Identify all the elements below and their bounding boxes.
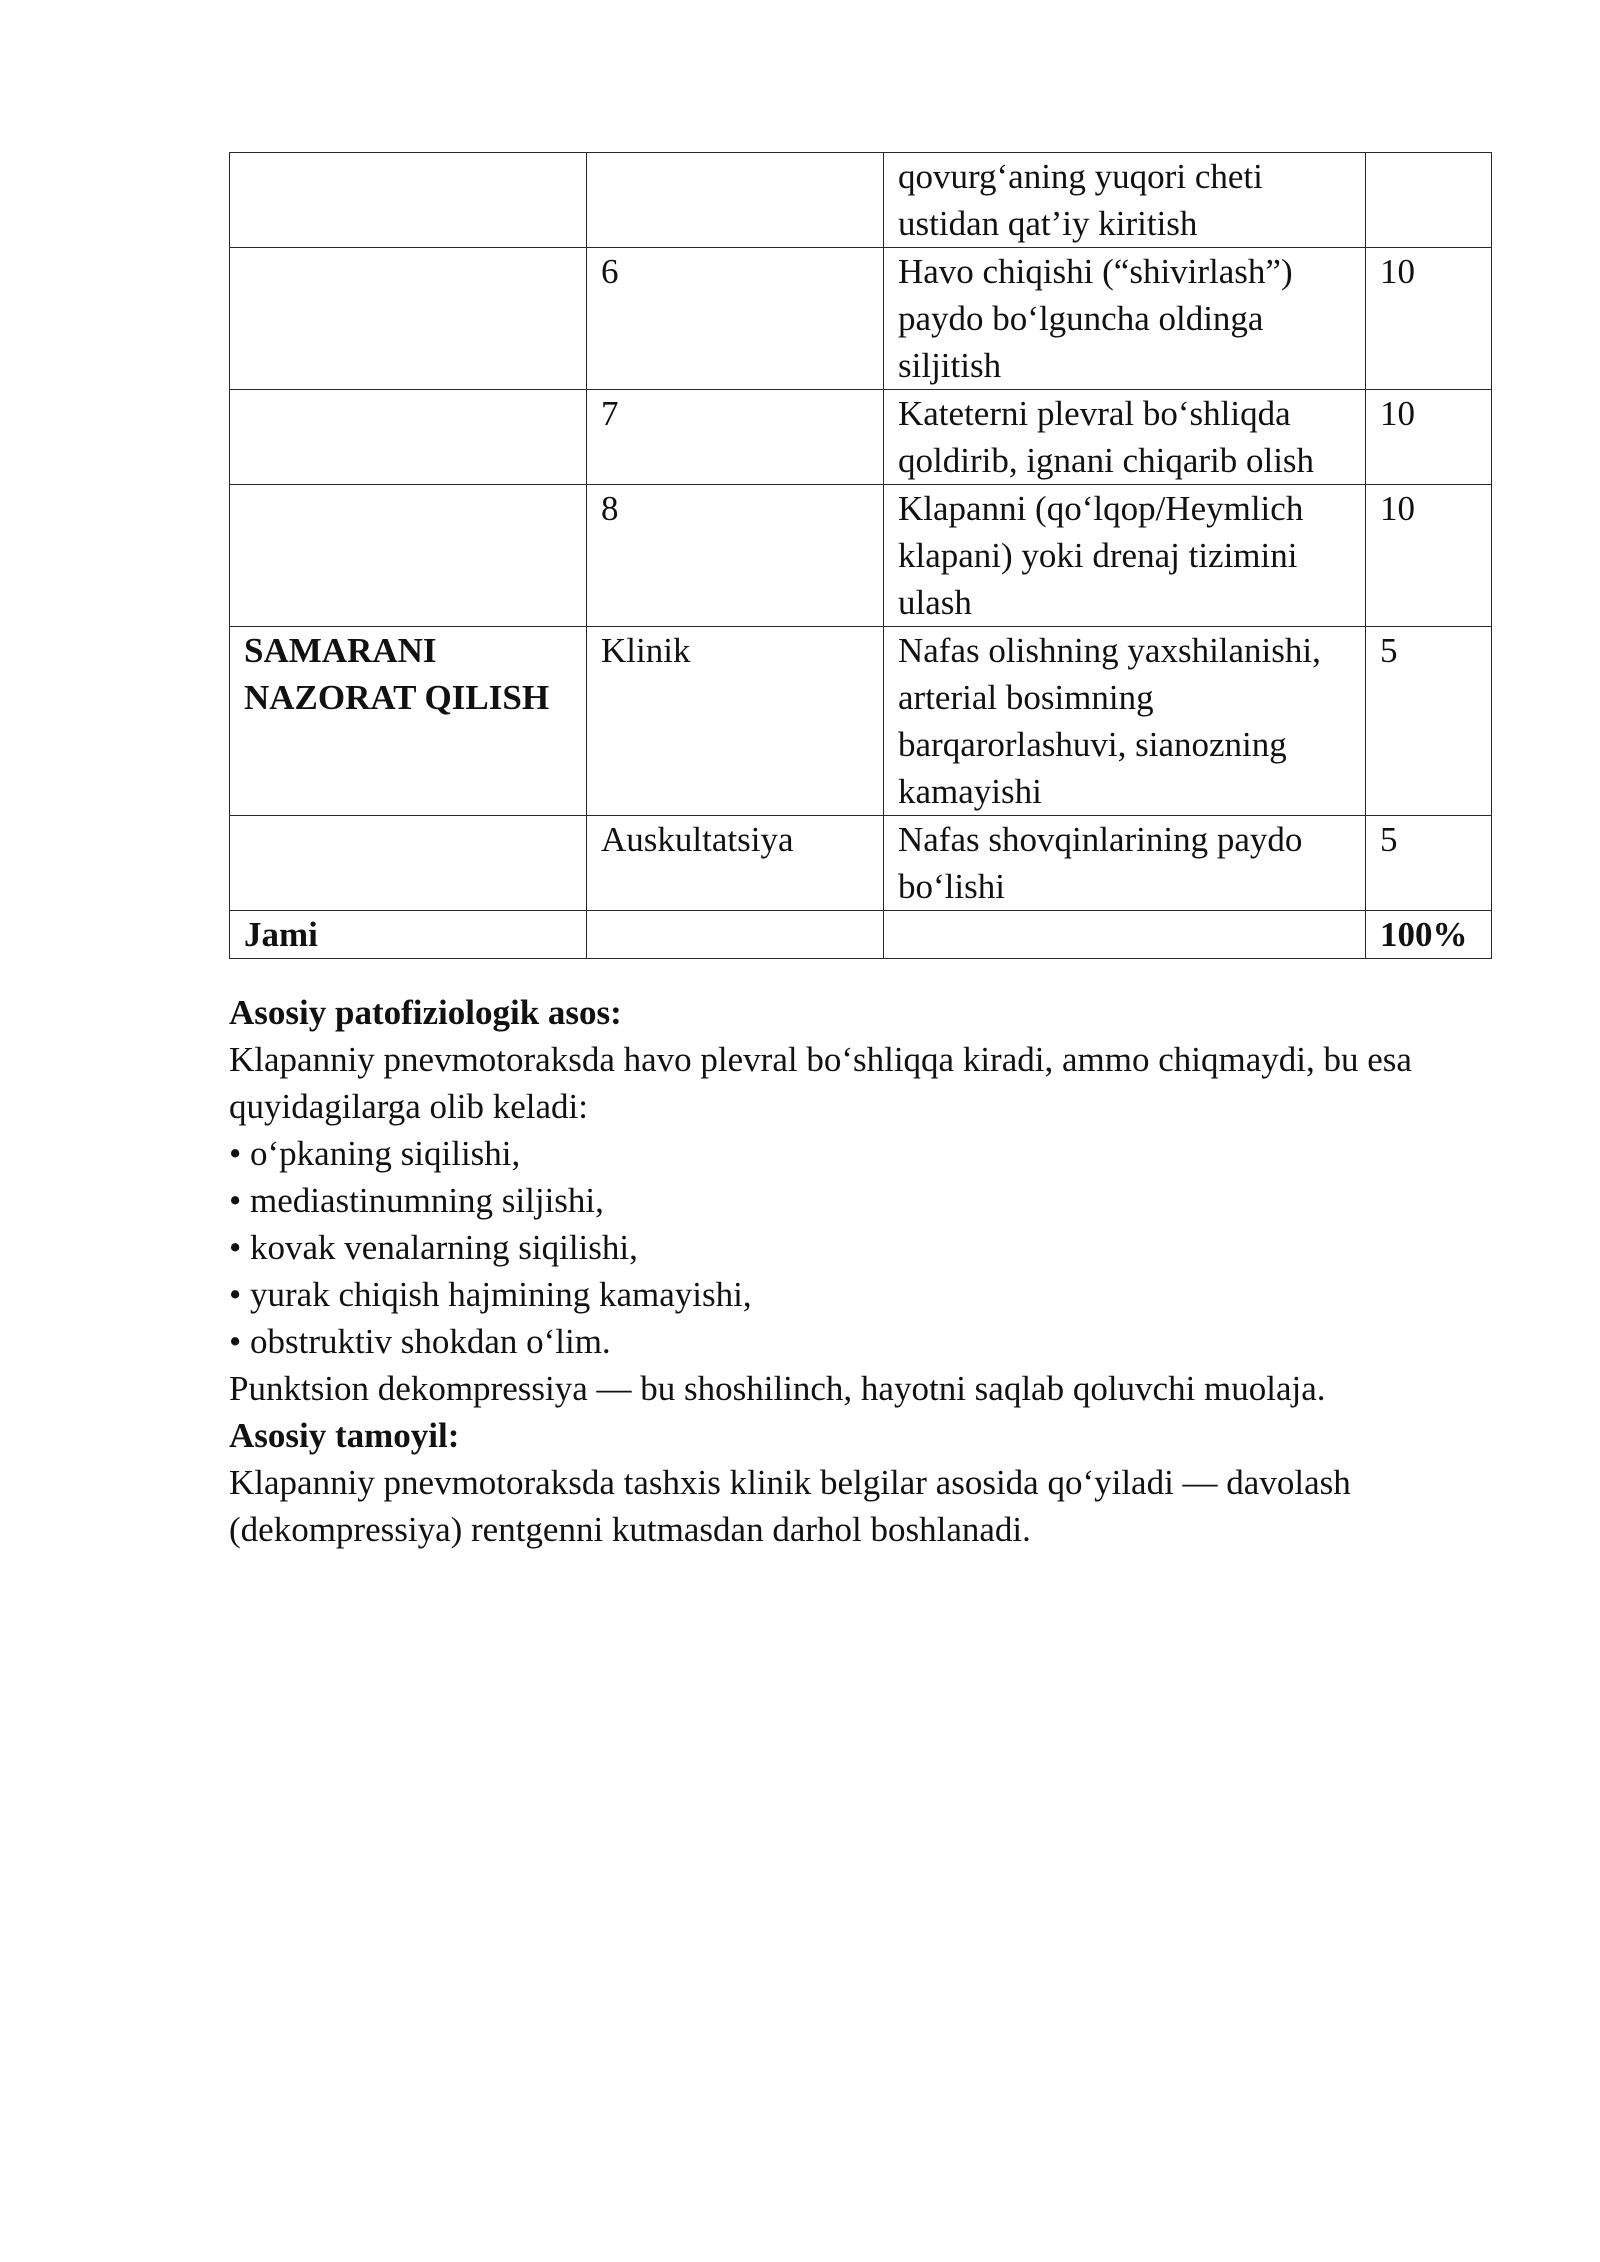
table-cell-stage <box>230 153 587 248</box>
pathophysiology-closing: Punktsion dekompressiya — bu shoshilinch, hayotni saqlab qoluvchi muolaja. <box>229 1369 1326 1408</box>
table-cell-score <box>1366 153 1492 248</box>
assessment-table <box>229 152 1492 959</box>
body-text <box>229 989 1499 1553</box>
table-cell-action: qovurg‘aning yuqori cheti ustidan qat’iy kiritish <box>884 153 1366 248</box>
table-cell-action: Nafas olishning yaxshilanishi, arterial bosimning barqarorlashuvi, sianozning kamayishi <box>884 627 1366 816</box>
table-cell-stage: SAMARANI NAZORAT QILISH <box>230 627 587 816</box>
table-cell-score: 5 <box>1366 816 1492 911</box>
table-cell-step: Auskultatsiya <box>587 816 884 911</box>
bullet-item: • kovak venalarning siqilishi, <box>229 1228 638 1267</box>
table-cell-action: Klapanni (qo‘lqop/Heymlich klapani) yoki drenaj tizimini ulash <box>884 485 1366 627</box>
table-cell-step: Klinik <box>587 627 884 816</box>
table-cell-score: 10 <box>1366 248 1492 390</box>
table-cell-stage <box>230 390 587 485</box>
table-row <box>230 816 1492 911</box>
table-cell-step <box>587 153 884 248</box>
table-cell-action: Kateterni plevral bo‘shliqda qoldirib, ignani chiqarib olish <box>884 390 1366 485</box>
section-heading-principle: Asosiy tamoyil: <box>229 1416 460 1455</box>
table-row-total <box>230 911 1492 959</box>
table-cell-score: 5 <box>1366 627 1492 816</box>
table-cell-action: Nafas shovqinlarining paydo bo‘lishi <box>884 816 1366 911</box>
table-row <box>230 627 1492 816</box>
table-row <box>230 248 1492 390</box>
table-cell-score: 10 <box>1366 390 1492 485</box>
total-value: 100% <box>1366 911 1492 959</box>
table-cell-step: 6 <box>587 248 884 390</box>
table-row <box>230 153 1492 248</box>
section-heading-pathophysiology: Asosiy patofiziologik asos: <box>229 993 622 1032</box>
table-row <box>230 485 1492 627</box>
principle-text: Klapanniy pnevmotoraksda tashxis klinik belgilar asosida qo‘yiladi — davolash (dekompressiya) rentgenni kutmasdan darhol boshlanadi. <box>229 1463 1351 1549</box>
table-cell-action: Havo chiqishi (“shivirlash”) paydo bo‘lguncha oldinga siljitish <box>884 248 1366 390</box>
table-cell-action <box>884 911 1366 959</box>
table-cell-step: 8 <box>587 485 884 627</box>
bullet-item: • o‘pkaning siqilishi, <box>229 1134 521 1173</box>
table-cell-score: 10 <box>1366 485 1492 627</box>
table-cell-stage <box>230 248 587 390</box>
bullet-item: • mediastinumning siljishi, <box>229 1181 604 1220</box>
table-row <box>230 390 1492 485</box>
bullet-item: • obstruktiv shokdan o‘lim. <box>229 1322 611 1361</box>
table-cell-step: 7 <box>587 390 884 485</box>
total-label: Jami <box>230 911 587 959</box>
table-cell-stage <box>230 816 587 911</box>
bullet-item: • yurak chiqish hajmining kamayishi, <box>229 1275 752 1314</box>
table-cell-step <box>587 911 884 959</box>
pathophysiology-intro: Klapanniy pnevmotoraksda havo plevral bo‘shliqqa kiradi, ammo chiqmaydi, bu esa quyidagilarga olib keladi: <box>229 1040 1412 1126</box>
table-cell-stage <box>230 485 587 627</box>
